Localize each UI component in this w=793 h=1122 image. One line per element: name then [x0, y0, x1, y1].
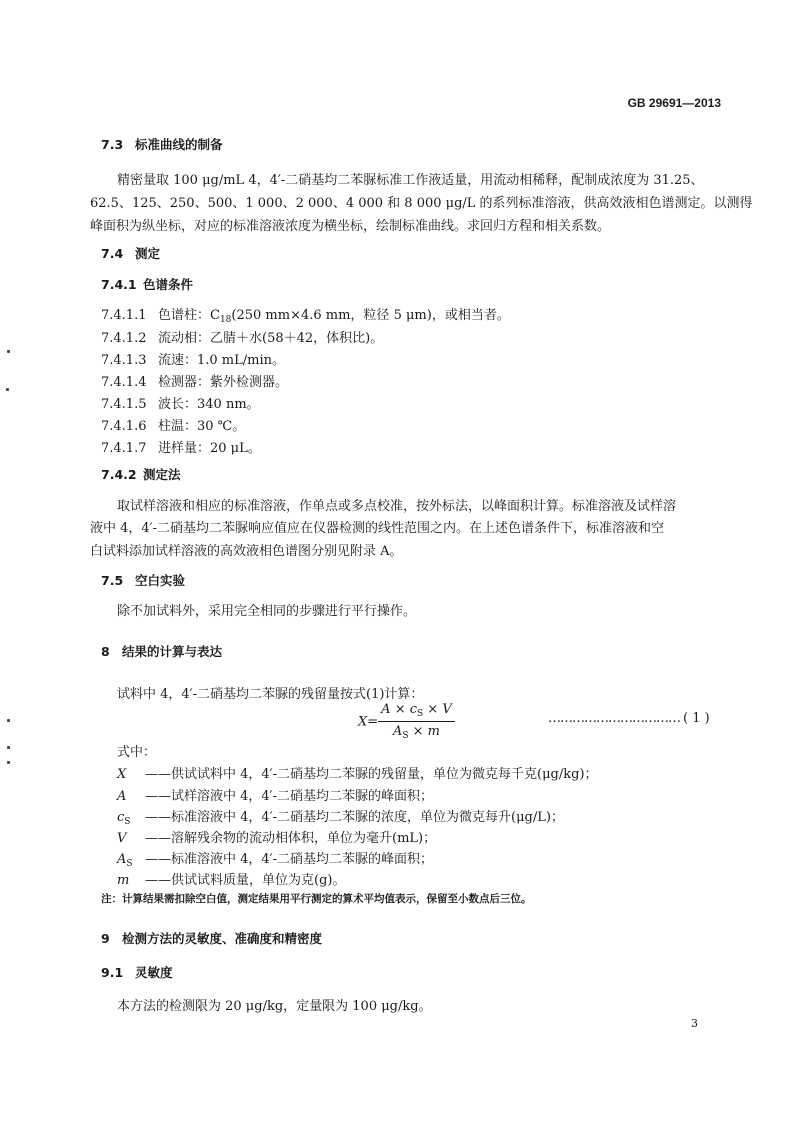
numerator-text: A × c: [381, 702, 417, 717]
condition-item: [101, 354, 285, 367]
para-7-3-line: 62.5、125、250、500、1 000、2 000、4 000 和 8 000 μg/L 的系列标准溶液，供高效液相色谱测定。以测得: [90, 196, 753, 211]
numerator-subscript: S: [417, 709, 424, 719]
variable-description: ——标准溶液中 4，4′-二硝基均二苯脲的峰面积；: [145, 852, 434, 867]
scan-mark: [7, 761, 10, 764]
section-title: 测定法: [143, 467, 181, 482]
variable-symbol: [117, 811, 145, 827]
heading-8: [101, 646, 222, 659]
symbol-letter: c: [117, 810, 125, 825]
formula-numerator: [378, 703, 455, 722]
page-number: 3: [691, 1017, 698, 1030]
variable-symbol: [117, 790, 145, 806]
formula-intro: 试料中 4，4′-二硝基均二苯脲的残留量按式(1)计算：: [117, 687, 424, 702]
symbol-subscript: S: [126, 859, 133, 869]
heading-9: [101, 933, 322, 946]
heading-7-5: [101, 575, 185, 588]
scan-mark: [7, 746, 10, 749]
formula-fraction: [378, 703, 455, 741]
item-number: 7.4.1.4: [101, 375, 147, 390]
condition-item: [101, 398, 260, 411]
section-number: 9: [101, 931, 110, 946]
condition-item: [101, 332, 383, 345]
section-number: 7.4.1: [101, 277, 137, 292]
section-title: 空白实验: [135, 573, 186, 588]
item-text: 流速：1.0 mL/min。: [158, 353, 286, 368]
item-text: 波长：340 nm。: [158, 397, 260, 412]
denominator-text: × m: [408, 724, 440, 739]
para-7-3-line: 峰面积为纵坐标，对应的标准溶液浓度为横坐标，绘制标准曲线。求回归方程和相关系数。: [90, 219, 611, 234]
variable-description: ——试样溶液中 4，4′-二硝基均二苯脲的峰面积；: [145, 789, 434, 804]
section-number: 8: [101, 644, 110, 659]
item-text: 柱温：30 ℃。: [158, 419, 246, 434]
section-title: 结果的计算与表达: [122, 644, 223, 659]
symbol-letter: X: [117, 767, 127, 782]
formula-lhs: X: [358, 714, 368, 730]
equation-number: ( 1 ): [683, 711, 710, 726]
standard-code: GB 29691—2013: [627, 96, 721, 110]
variable-description: ——供试试料质量，单位为克(g)。: [145, 873, 346, 888]
where-label: 式中：: [117, 745, 157, 760]
condition-item: [101, 376, 288, 389]
variable-definition: [117, 811, 564, 827]
section-number: 7.5: [101, 573, 124, 588]
heading-7-4-1: [101, 279, 193, 292]
variable-definition: [117, 790, 433, 806]
variable-symbol: [117, 768, 145, 784]
item-number: 7.4.1.3: [101, 353, 147, 368]
scan-mark: [7, 350, 10, 353]
heading-9-1: [101, 967, 173, 980]
formula-leader-dots: ……………………………: [548, 711, 680, 726]
condition-item: [101, 420, 245, 433]
variable-definition: [117, 853, 433, 869]
condition-item: [101, 309, 510, 325]
symbol-letter: V: [117, 831, 127, 846]
symbol-letter: m: [117, 873, 130, 888]
item-number: 7.4.1.5: [101, 397, 147, 412]
item-text: 检测器：紫外检测器。: [158, 375, 289, 390]
scan-mark: [7, 719, 10, 722]
variable-definition: [117, 832, 436, 848]
section-title: 灵敏度: [135, 965, 173, 980]
symbol-subscript: S: [124, 817, 131, 827]
condition-item: [101, 442, 261, 455]
symbol-letter: A: [117, 852, 127, 867]
section-title: 检测方法的灵敏度、准确度和精密度: [122, 931, 323, 946]
para-7-4-2-line: 白试料添加试样溶液的高效液相色谱图分别见附录 A。: [90, 544, 403, 559]
numerator-text: × V: [423, 702, 452, 717]
item-text: 流动相：乙腈＋水(58＋42，体积比)。: [158, 331, 384, 346]
item-text: (250 mm×4.6 mm，粒径 5 μm)，或相当者。: [231, 308, 510, 323]
para-7-3-line: 精密量取 100 μg/mL 4，4′-二硝基均二苯脲标准工作液适量，用流动相稀释，配制成浓度为 31.25、: [117, 173, 704, 188]
variable-symbol: [117, 832, 145, 848]
section-title: 标准曲线的制备: [135, 137, 223, 152]
item-text: 进样量：20 μL。: [158, 441, 261, 456]
variable-symbol: [117, 874, 145, 890]
para-7-4-2-line: 液中 4，4′-二硝基均二苯脲响应值应在仪器检测的线性范围之内。在上述色谱条件下，标准溶液和空: [90, 521, 665, 536]
section-title: 测定: [135, 246, 161, 261]
symbol-letter: A: [117, 789, 127, 804]
para-7-4-2-line: 取试样溶液和相应的标准溶液，作单点或多点校准，按外标法，以峰面积计算。标准溶液及试样溶: [117, 499, 677, 514]
section-title: 色谱条件: [143, 277, 194, 292]
formula: [358, 703, 455, 741]
variable-description: ——供试试料中 4，4′-二硝基均二苯脲的残留量，单位为微克每千克(μg/kg)；: [145, 767, 598, 782]
variable-description: ——标准溶液中 4，4′-二硝基均二苯脲的浓度，单位为微克每升(μg/L)；: [145, 810, 564, 825]
section-number: 7.4.2: [101, 467, 137, 482]
formula-denominator: [378, 722, 455, 741]
section-number: 9.1: [101, 965, 124, 980]
item-number: 7.4.1.1: [101, 308, 147, 323]
variable-definition: [117, 874, 345, 890]
denominator-subscript: S: [402, 731, 409, 741]
item-subscript: 18: [219, 315, 232, 325]
calculation-note: 注：计算结果需扣除空白值，测定结果用平行测定的算术平均值表示，保留至小数点后三位。: [101, 893, 532, 905]
heading-7-4: [101, 248, 160, 261]
formula-equals: =: [367, 714, 379, 730]
item-number: 7.4.1.2: [101, 331, 147, 346]
denominator-text: A: [392, 724, 403, 739]
item-number: 7.4.1.7: [101, 441, 147, 456]
section-number: 7.3: [101, 137, 124, 152]
para-9-1: 本方法的检测限为 20 μg/kg，定量限为 100 μg/kg。: [117, 999, 432, 1014]
item-text: 色谱柱：C: [158, 308, 220, 323]
heading-7-4-2: [101, 469, 181, 482]
variable-description: ——溶解残余物的流动相体积，单位为毫升(mL)；: [145, 831, 437, 846]
item-number: 7.4.1.6: [101, 419, 147, 434]
heading-7-3: [101, 139, 223, 152]
section-number: 7.4: [101, 246, 124, 261]
variable-symbol: [117, 853, 145, 869]
para-7-5: 除不加试料外，采用完全相同的步骤进行平行操作。: [117, 604, 417, 619]
variable-definition: [117, 768, 598, 784]
scan-mark: [6, 388, 9, 391]
